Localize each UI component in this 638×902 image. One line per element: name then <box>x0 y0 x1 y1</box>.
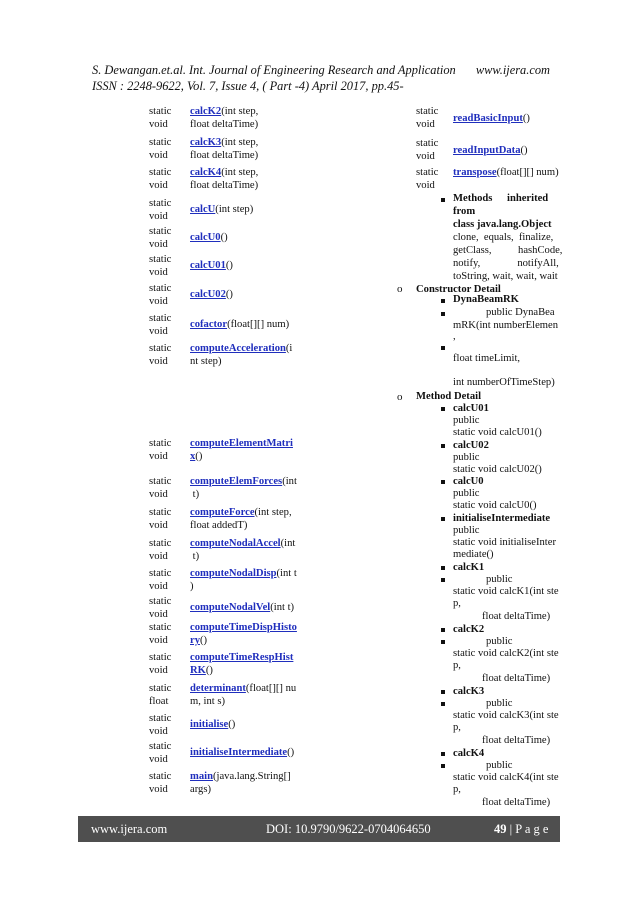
method-signature-cont: t) <box>190 489 200 500</box>
method-detail-name: calcK4 <box>453 748 485 759</box>
modifier-static: static <box>149 167 172 178</box>
method-params: (int step, <box>221 167 259 178</box>
modifier-static: static <box>149 198 172 209</box>
bullet-square <box>441 752 445 756</box>
method-params: () <box>225 260 233 271</box>
return-type: void <box>149 726 168 737</box>
method-signature <box>190 652 293 665</box>
method-detail-line: static void calcK2(int ste <box>453 648 559 659</box>
method-detail-line: p, <box>453 722 461 733</box>
constructor-detail-title: Constructor Detail <box>416 284 501 295</box>
return-type: void <box>149 267 168 278</box>
method-params: () <box>520 145 528 156</box>
method-signature-cont: float addedT) <box>190 520 248 531</box>
header-website: www.ijera.com <box>475 63 550 77</box>
constructor-name: DynaBeamRK <box>453 294 519 305</box>
method-link-cont[interactable]: RK <box>190 665 206 676</box>
circle-bullet: o <box>397 391 403 403</box>
method-detail-line: float deltaTime) <box>482 611 551 622</box>
method-detail-line: p, <box>453 660 461 671</box>
inherited-list-1: clone, equals, finalize, <box>453 232 554 243</box>
method-params: (int step, <box>221 106 259 117</box>
method-params: (float[][] num) <box>496 167 559 178</box>
method-signature-cont: m, int s) <box>190 696 226 707</box>
return-type: void <box>149 754 168 765</box>
bullet-square <box>441 566 445 570</box>
method-detail-line: static void calcK4(int ste <box>453 772 559 783</box>
return-type: void <box>149 356 168 367</box>
method-params: () <box>220 232 228 243</box>
method-signature <box>190 204 253 217</box>
method-link[interactable]: calcK2 <box>190 106 222 117</box>
footer-website: www.ijera.com <box>91 822 168 836</box>
method-detail-name: initialiseIntermediate <box>453 513 551 524</box>
method-signature <box>190 319 289 332</box>
method-signature <box>190 106 258 119</box>
return-type: void <box>416 180 435 191</box>
method-link[interactable]: initialiseIntermediate <box>190 747 288 758</box>
bullet-square <box>441 640 445 644</box>
method-detail-name: calcK2 <box>453 624 485 635</box>
modifier-static: static <box>149 771 172 782</box>
method-params: () <box>205 665 213 676</box>
method-params: (int <box>280 538 296 549</box>
method-params: (int step) <box>215 204 254 215</box>
method-link[interactable]: calcU01 <box>190 260 226 271</box>
method-params: (int <box>282 476 297 487</box>
method-signature-cont <box>190 451 202 464</box>
method-detail-title: Method Detail <box>416 391 482 402</box>
modifier-static: static <box>149 226 172 237</box>
constructor-sig-1: public DynaBea <box>486 307 555 318</box>
return-type: void <box>416 151 435 162</box>
return-type: void <box>149 665 168 676</box>
modifier-static: static <box>149 538 172 549</box>
method-signature-cont: args) <box>190 784 211 795</box>
inherited-heading-c: from <box>453 206 476 217</box>
modifier-static: static <box>416 167 439 178</box>
method-params: () <box>287 747 295 758</box>
method-detail-line: static void calcU02() <box>453 464 542 475</box>
method-link[interactable]: initialise <box>190 719 229 730</box>
method-params: (i <box>285 343 293 354</box>
bullet-square <box>441 517 445 521</box>
method-link[interactable]: main <box>190 771 213 782</box>
method-detail-line: mediate() <box>453 549 494 560</box>
method-params: () <box>225 289 233 300</box>
method-params: (java.lang.String[] <box>212 771 291 782</box>
inherited-list-3: notify, notifyAll, <box>453 258 559 269</box>
method-signature-cont: ) <box>190 581 194 592</box>
method-params: (int step, <box>254 507 292 518</box>
return-type: void <box>149 296 168 307</box>
modifier-static: static <box>416 138 439 149</box>
return-type: void <box>149 326 168 337</box>
method-link[interactable]: calcU <box>190 204 216 215</box>
return-type: void <box>149 119 168 130</box>
modifier-static: static <box>149 568 172 579</box>
method-detail-line: public <box>486 760 513 771</box>
method-detail-name: calcU02 <box>453 440 489 451</box>
constructor-sig-2: mRK(int numberElemen <box>453 320 559 331</box>
return-type: void <box>149 551 168 562</box>
method-signature <box>190 568 297 581</box>
constructor-sig-3: , <box>453 331 456 342</box>
method-params: (int step, <box>221 137 259 148</box>
method-detail-line: float deltaTime) <box>482 735 551 746</box>
page-footer <box>78 816 560 842</box>
method-signature <box>190 343 292 356</box>
journal-citation: S. Dewangan.et.al. Int. Journal of Engineering Research and Application <box>92 63 456 77</box>
modifier-static: static <box>149 438 172 449</box>
modifier-static: static <box>416 106 439 117</box>
method-params: () <box>200 635 208 646</box>
method-params: (float[][] num) <box>227 319 290 330</box>
return-type: void <box>149 451 168 462</box>
method-signature <box>190 438 293 451</box>
modifier-static: static <box>149 476 172 487</box>
return-type: void <box>149 239 168 250</box>
page-number <box>494 816 548 842</box>
method-params: () <box>228 719 236 730</box>
method-detail-line: static void initialiseInter <box>453 537 556 548</box>
method-detail-line: static void calcU0() <box>453 500 537 511</box>
method-signature <box>190 771 291 784</box>
issn-line: ISSN : 2248-9622, Vol. 7, Issue 4, ( Part -4) April 2017, pp.45- <box>92 79 404 93</box>
return-type: void <box>149 581 168 592</box>
modifier-static: static <box>149 106 172 117</box>
page-word: | P a g e <box>509 822 549 836</box>
method-params: (int t <box>276 568 297 579</box>
method-signature <box>190 747 294 760</box>
return-type: void <box>416 119 435 130</box>
method-signature <box>190 137 258 150</box>
method-detail-name: calcK3 <box>453 686 485 697</box>
method-link[interactable]: calcU0 <box>190 232 221 243</box>
method-signature-cont: t) <box>190 551 200 562</box>
method-detail-line: float deltaTime) <box>482 673 551 684</box>
modifier-static: static <box>149 596 172 607</box>
return-type: void <box>149 211 168 222</box>
method-signature <box>190 260 233 273</box>
method-link[interactable]: computeTimeRespHist <box>190 652 294 663</box>
bullet-square <box>441 299 445 303</box>
return-type: void <box>149 635 168 646</box>
method-link[interactable]: computeTimeDispHisto <box>190 622 297 633</box>
inherited-list-4: toString, wait, wait, wait <box>453 271 558 282</box>
inherited-heading-a: Methods <box>453 193 493 204</box>
method-link[interactable]: cofactor <box>190 319 228 330</box>
constructor-sig-5: int numberOfTimeStep) <box>453 377 555 388</box>
method-detail-line: public <box>453 415 480 426</box>
bullet-square <box>441 690 445 694</box>
modifier-static: static <box>149 622 172 633</box>
method-params: () <box>522 113 530 124</box>
method-detail-line: public <box>486 698 513 709</box>
method-signature <box>190 167 258 180</box>
method-signature-cont: float deltaTime) <box>190 180 259 191</box>
bullet-square <box>441 480 445 484</box>
method-signature <box>190 476 297 489</box>
modifier-static: static <box>149 254 172 265</box>
modifier-static: static <box>149 683 172 694</box>
method-signature-cont: float deltaTime) <box>190 150 259 161</box>
bullet-square <box>441 407 445 411</box>
method-detail-name: calcU0 <box>453 476 484 487</box>
bullet-square <box>441 578 445 582</box>
footer-doi: DOI: 10.9790/9622-0704064650 <box>266 822 431 836</box>
method-signature <box>190 602 294 615</box>
method-link[interactable]: computeNodalVel <box>190 602 271 613</box>
bullet-square <box>441 312 445 316</box>
method-detail-line: public <box>453 452 480 463</box>
method-params: () <box>195 451 203 462</box>
bullet-square <box>441 198 445 202</box>
modifier-static: static <box>149 343 172 354</box>
method-detail-line: static void calcU01() <box>453 427 542 438</box>
return-type: float <box>149 696 169 707</box>
method-signature <box>190 622 297 635</box>
method-detail-line: public <box>453 488 480 499</box>
method-signature <box>190 289 233 302</box>
modifier-static: static <box>149 507 172 518</box>
method-signature-cont <box>190 665 213 678</box>
return-type: void <box>149 180 168 191</box>
modifier-static: static <box>149 313 172 324</box>
modifier-static: static <box>149 713 172 724</box>
method-signature <box>190 232 228 245</box>
inherited-heading-b: inherited <box>507 193 549 204</box>
method-params: (int t) <box>270 602 295 613</box>
method-link[interactable]: computeNodalAccel <box>190 538 281 549</box>
method-detail-line: public <box>486 636 513 647</box>
method-link[interactable]: determinant <box>190 683 246 694</box>
method-detail-name: calcU01 <box>453 403 489 414</box>
return-type: void <box>149 520 168 531</box>
method-detail-line: static void calcK3(int ste <box>453 710 559 721</box>
modifier-static: static <box>149 283 172 294</box>
bullet-square <box>441 346 445 350</box>
method-params: (float[][] nu <box>245 683 297 694</box>
page-number-value: 49 <box>494 822 507 836</box>
method-signature <box>190 719 235 732</box>
method-link-cont[interactable]: ry <box>190 635 200 646</box>
method-signature <box>453 113 530 126</box>
return-type: void <box>149 609 168 620</box>
method-link-cont[interactable]: x <box>190 451 196 462</box>
bullet-square <box>441 764 445 768</box>
modifier-static: static <box>149 137 172 148</box>
method-signature-cont: float deltaTime) <box>190 119 259 130</box>
method-detail-line: p, <box>453 784 461 795</box>
return-type: void <box>149 489 168 500</box>
method-detail-line: public <box>453 525 480 536</box>
return-type: void <box>149 784 168 795</box>
method-link[interactable]: computeForce <box>190 507 255 518</box>
bullet-square <box>441 444 445 448</box>
method-link[interactable]: computeElemForces <box>190 476 283 487</box>
method-signature <box>453 167 559 180</box>
method-signature <box>190 683 296 696</box>
method-signature <box>190 538 295 551</box>
method-link[interactable]: calcK4 <box>190 167 222 178</box>
method-detail-line: float deltaTime) <box>482 797 551 808</box>
method-detail-line: static void calcK1(int ste <box>453 586 559 597</box>
method-signature <box>453 145 528 158</box>
method-detail-line: public <box>486 574 513 585</box>
bullet-square <box>441 628 445 632</box>
method-link[interactable]: computeAcceleration <box>190 343 286 354</box>
modifier-static: static <box>149 741 172 752</box>
method-signature <box>190 507 292 520</box>
method-detail-name: calcK1 <box>453 562 485 573</box>
return-type: void <box>149 150 168 161</box>
method-link[interactable]: readInputData <box>453 145 521 156</box>
method-link[interactable]: calcU02 <box>190 289 226 300</box>
method-signature-cont: nt step) <box>190 356 222 367</box>
method-link[interactable]: computeNodalDisp <box>190 568 277 579</box>
method-link[interactable]: readBasicInput <box>453 113 523 124</box>
circle-bullet: o <box>397 283 403 295</box>
method-link[interactable]: calcK3 <box>190 137 222 148</box>
constructor-sig-4: float timeLimit, <box>453 353 521 364</box>
method-link[interactable]: transpose <box>453 167 497 178</box>
bullet-square <box>441 702 445 706</box>
method-detail-line: p, <box>453 598 461 609</box>
inherited-heading-d: class java.lang.Object <box>453 219 552 230</box>
modifier-static: static <box>149 652 172 663</box>
inherited-list-2: getClass, hashCode, <box>453 245 563 256</box>
method-signature-cont <box>190 635 207 648</box>
method-link[interactable]: computeElementMatri <box>190 438 293 449</box>
